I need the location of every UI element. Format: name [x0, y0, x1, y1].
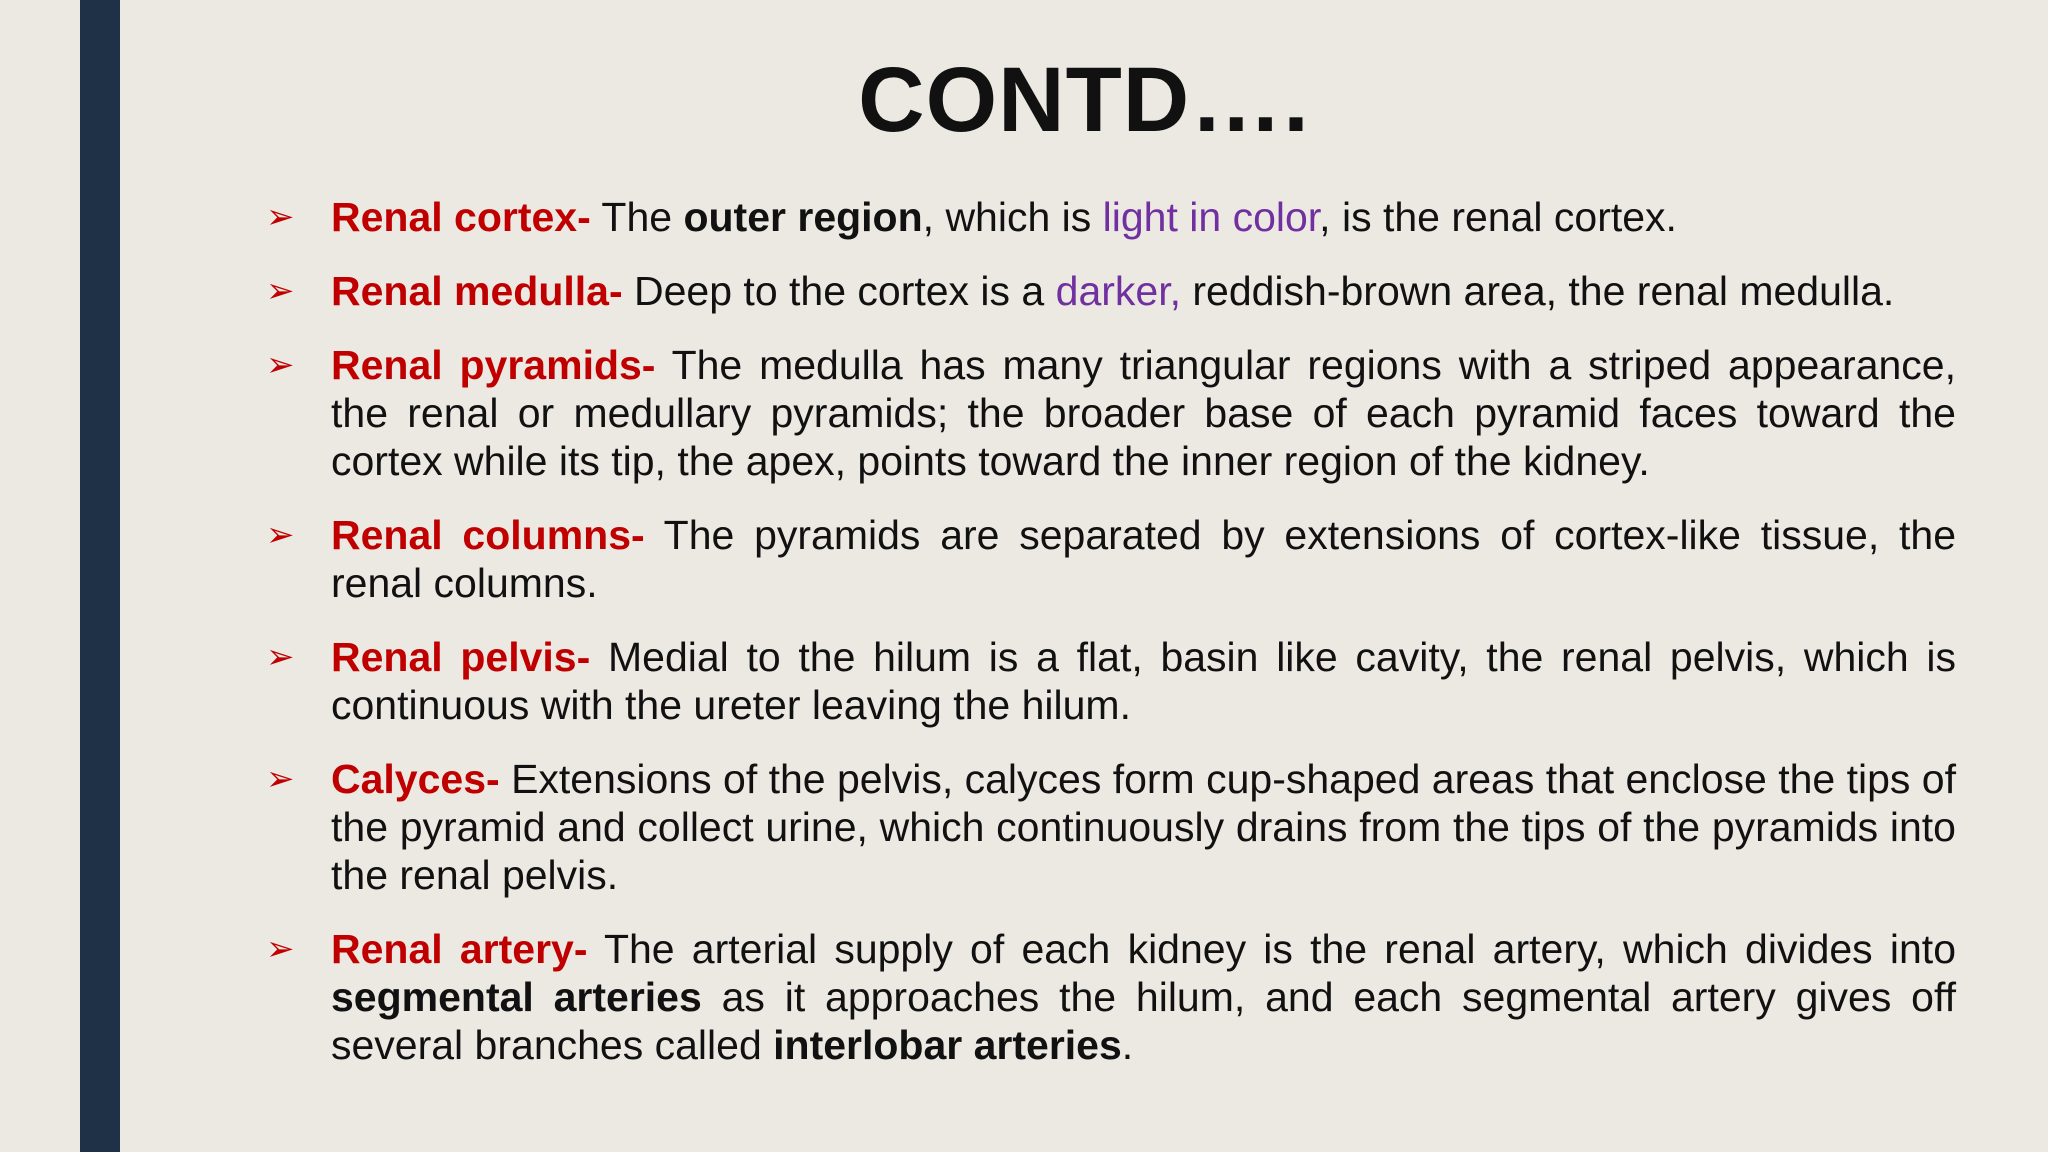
term-label: Renal pelvis-: [331, 634, 591, 680]
bullet-item-renal-cortex: [266, 193, 1956, 241]
bullet-text: , is the renal cortex.: [1319, 194, 1677, 240]
bullet-text: Medial to the hilum is a flat, basin like cavity, the renal pelvis, which is continuous with the ureter leaving the hilum.: [331, 634, 1956, 728]
bullet-item-renal-medulla: [266, 267, 1956, 315]
arrow-bullet-icon: ➢: [266, 930, 295, 968]
arrow-bullet-icon: ➢: [266, 272, 295, 310]
bullet-text: Deep to the cortex is a: [622, 268, 1056, 314]
bullet-text: The medulla has many triangular regions with a striped appearance, the renal or medullary pyramids; the broader base of each pyramid faces toward the cortex while its tip, the apex, points toward the inner region of the kidney.: [331, 342, 1956, 484]
bullet-text: The pyramids are separated by extensions of cortex-like tissue, the renal columns.: [331, 512, 1956, 606]
bullet-text: .: [1121, 1022, 1134, 1068]
term-label: Calyces-: [331, 756, 500, 802]
highlight-phrase: light in color: [1102, 194, 1320, 240]
term-label: Renal cortex-: [331, 194, 591, 240]
bullet-item-renal-columns: [266, 511, 1956, 607]
bold-phrase: interlobar arteries: [773, 1022, 1122, 1068]
bullet-item-calyces: [266, 755, 1956, 899]
bullet-text: as it approaches the hilum, and each segmental artery gives off several branches called: [331, 974, 1956, 1068]
bullet-list: [266, 193, 1956, 1095]
term-label: Renal artery-: [331, 926, 588, 972]
bullet-item-renal-artery: [266, 925, 1956, 1069]
bullet-item-renal-pelvis: [266, 633, 1956, 729]
bullet-text: reddish-brown area, the renal medulla.: [1180, 268, 1895, 314]
arrow-bullet-icon: ➢: [266, 638, 295, 676]
term-label: Renal medulla-: [331, 268, 623, 314]
arrow-bullet-icon: ➢: [266, 198, 295, 236]
arrow-bullet-icon: ➢: [266, 760, 295, 798]
accent-side-bar: [80, 0, 120, 1152]
bullet-item-renal-pyramids: [266, 341, 1956, 485]
term-label: Renal columns-: [331, 512, 645, 558]
arrow-bullet-icon: ➢: [266, 516, 295, 554]
term-label: Renal pyramids-: [331, 342, 656, 388]
bullet-text: The: [590, 194, 684, 240]
bullet-text: Extensions of the pelvis, calyces form cup-shaped areas that enclose the tips of the pyramid and collect urine, which continuously drains from the tips of the pyramids into the renal pelvis.: [331, 756, 1956, 898]
slide-title: CONTD….: [858, 49, 1310, 151]
highlight-phrase: darker,: [1055, 268, 1181, 314]
bold-phrase: outer region: [683, 194, 923, 240]
bullet-text: , which is: [922, 194, 1103, 240]
bold-phrase: segmental arteries: [331, 974, 702, 1020]
arrow-bullet-icon: ➢: [266, 346, 295, 384]
bullet-text: The arterial supply of each kidney is the renal artery, which divides into: [587, 926, 1956, 972]
